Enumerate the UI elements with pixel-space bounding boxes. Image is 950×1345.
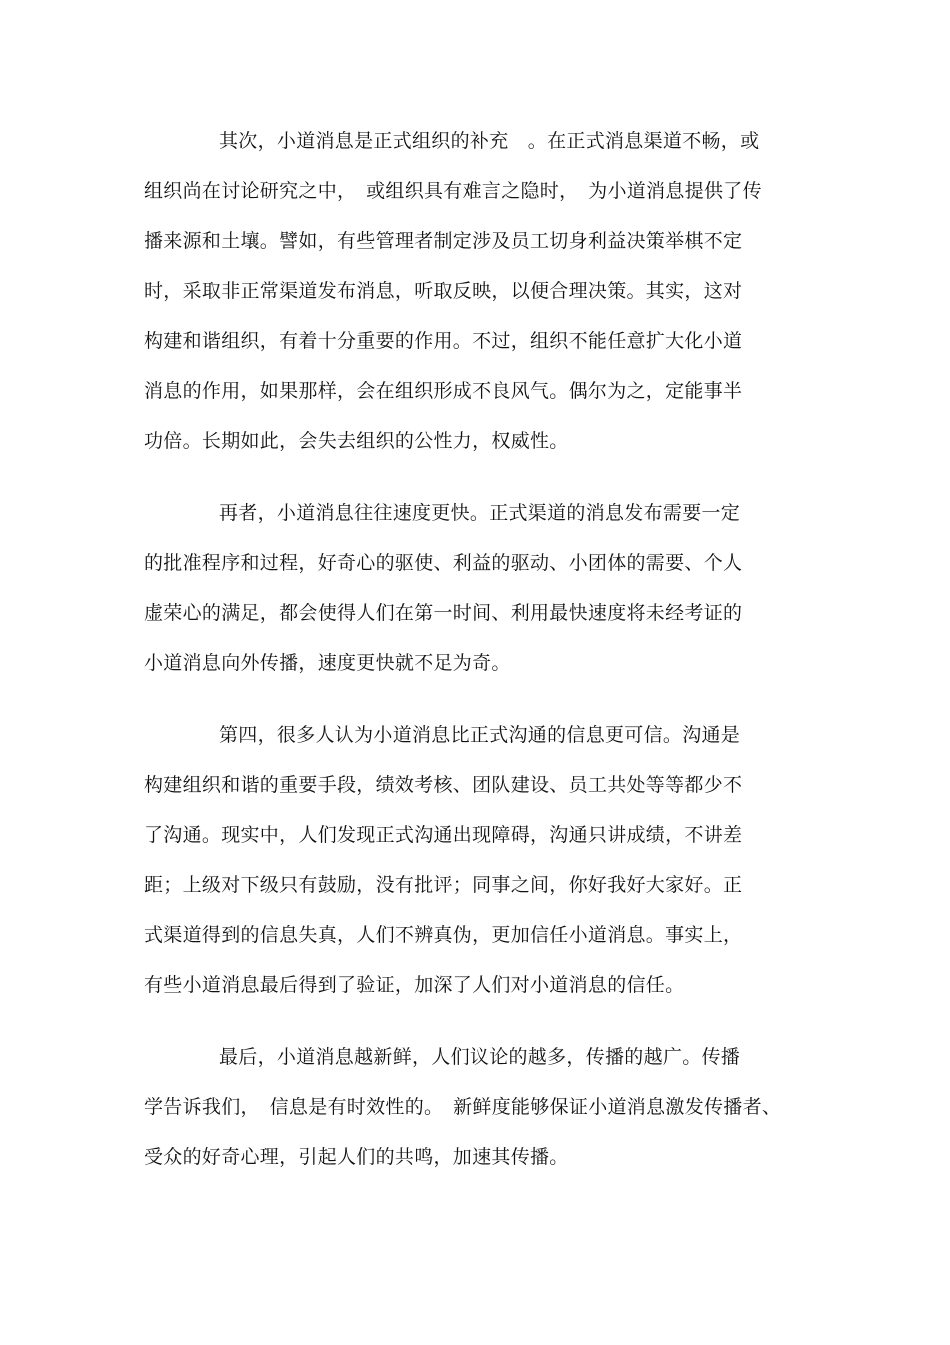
text-line: 最后，小道消息越新鲜，人们议论的越多，传播的越广。传播 <box>219 1046 741 1068</box>
text-line: 第四，很多人认为小道消息比正式沟通的信息更可信。沟通是 <box>219 724 741 746</box>
text-line: 组织尚在讨论研究之中， 或组织具有难言之隐时， 为小道消息提供了传 <box>144 180 762 202</box>
text-line: 式渠道得到的信息失真，人们不辨真伪，更加信任小道消息。事实上， <box>144 924 743 946</box>
paragraph-fourth <box>144 724 804 1024</box>
text-line: 构建和谐组织，有着十分重要的作用。不过，组织不能任意扩大化小道 <box>144 330 743 352</box>
text-line: 虚荣心的满足，都会使得人们在第一时间、利用最快速度将未经考证的 <box>144 602 743 624</box>
text-line: 小道消息向外传播，速度更快就不足为奇。 <box>144 652 511 674</box>
paragraph-secondly <box>144 130 804 480</box>
paragraph-finally <box>144 1046 804 1196</box>
text-line: 了沟通。现实中，人们发现正式沟通出现障碍，沟通只讲成绩，不讲差 <box>144 824 743 846</box>
text-line: 有些小道消息最后得到了验证，加深了人们对小道消息的信任。 <box>144 974 685 996</box>
text-line: 受众的好奇心理，引起人们的共鸣，加速其传播。 <box>144 1146 569 1168</box>
text-line: 构建组织和谐的重要手段，绩效考核、团队建设、员工共处等等都少不 <box>144 774 743 796</box>
text-line: 再者，小道消息往往速度更快。正式渠道的消息发布需要一定 <box>219 502 741 524</box>
text-line: 的批准程序和过程，好奇心的驱使、利益的驱动、小团体的需要、个人 <box>144 552 743 574</box>
text-line: 距；上级对下级只有鼓励，没有批评；同事之间，你好我好大家好。正 <box>144 874 743 896</box>
text-line: 其次，小道消息是正式组织的补充 。在正式消息渠道不畅，或 <box>219 130 760 152</box>
text-line: 播来源和土壤。譬如，有些管理者制定涉及员工切身利益决策举棋不定 <box>144 230 743 252</box>
paragraph-furthermore <box>144 502 804 702</box>
text-line: 学告诉我们， 信息是有时效性的。 新鲜度能够保证小道消息激发传播者、 <box>144 1096 782 1118</box>
text-line: 功倍。长期如此，会失去组织的公性力，权威性。 <box>144 430 569 452</box>
text-line: 消息的作用，如果那样，会在组织形成不良风气。偶尔为之，定能事半 <box>144 380 743 402</box>
text-line: 时，采取非正常渠道发布消息，听取反映，以便合理决策。其实，这对 <box>144 280 743 302</box>
